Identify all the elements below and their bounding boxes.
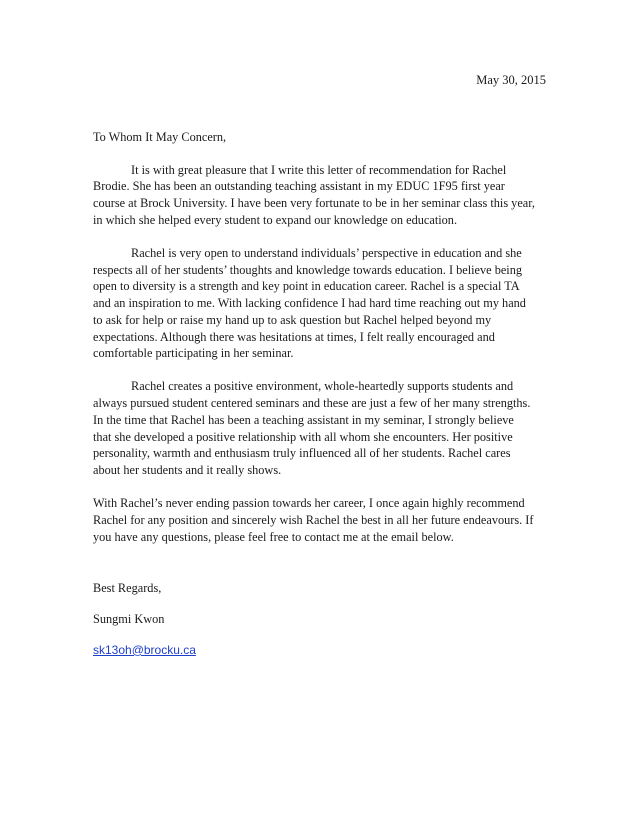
paragraph-line: you have any questions, please feel free to contact me at the email below. xyxy=(93,529,454,544)
paragraph-line: comfortable participating in her seminar. xyxy=(93,346,294,361)
paragraph-line: It is with great pleasure that I write this letter of recommendation for Rachel xyxy=(131,162,507,177)
paragraph-line: always pursued student centered seminars and these are just a few of her many strengths. xyxy=(93,396,531,411)
paragraph-line: course at Brock University. I have been very fortunate to be in her seminar class this year, xyxy=(93,196,535,211)
paragraph-1 xyxy=(93,162,551,229)
paragraph-line: expectations. Although there was hesitations at times, I felt really encouraged and xyxy=(93,329,495,344)
paragraph-4 xyxy=(93,495,551,545)
letter-body xyxy=(93,129,551,658)
paragraph-line: to ask for help or raise my hand up to ask question but Rachel helped beyond my xyxy=(93,312,492,327)
paragraph-line: personality, warmth and enthusiasm truly influenced all of her students. Rachel cares xyxy=(93,446,511,461)
salutation: To Whom It May Concern, xyxy=(93,130,227,144)
paragraph-line: In the time that Rachel has been a teaching assistant in my seminar, I strongly believe xyxy=(93,412,514,427)
paragraph-line: and an inspiration to me. With lacking confidence I had hard time reaching out my hand xyxy=(93,296,526,311)
paragraph-line: about her students and it really shows. xyxy=(93,462,282,477)
paragraph-line: Rachel is very open to understand individuals’ perspective in education and she xyxy=(131,246,522,261)
paragraph-line: Rachel creates a positive environment, whole-heartedly supports students and xyxy=(131,379,514,394)
paragraph-3 xyxy=(93,378,551,478)
email-link[interactable]: sk13oh@brocku.ca xyxy=(93,642,196,657)
paragraph-line: open to diversity is a strength and key point in education career. Rachel is a special TA xyxy=(93,279,520,294)
paragraph-line: that she developed a positive relationship with all whom she encounters. Her positive xyxy=(93,429,513,444)
paragraph-line: in which she helped every student to expand our knowledge on education. xyxy=(93,212,458,227)
paragraph-line: Brodie. She has been an outstanding teaching assistant in my EDUC 1F95 first year xyxy=(93,179,505,194)
signer-name: Sungmi Kwon xyxy=(93,611,165,626)
letter-date: May 30, 2015 xyxy=(476,73,546,87)
paragraph-line: respects all of her students’ thoughts and knowledge towards education. I believe being xyxy=(93,262,523,277)
paragraph-line: Rachel for any position and sincerely wish Rachel the best in all her future endeavours. If xyxy=(93,512,534,527)
closing: Best Regards, xyxy=(93,581,162,596)
paragraph-2 xyxy=(93,245,551,362)
paragraph-line: With Rachel’s never ending passion towards her career, I once again highly recommend xyxy=(93,496,525,511)
